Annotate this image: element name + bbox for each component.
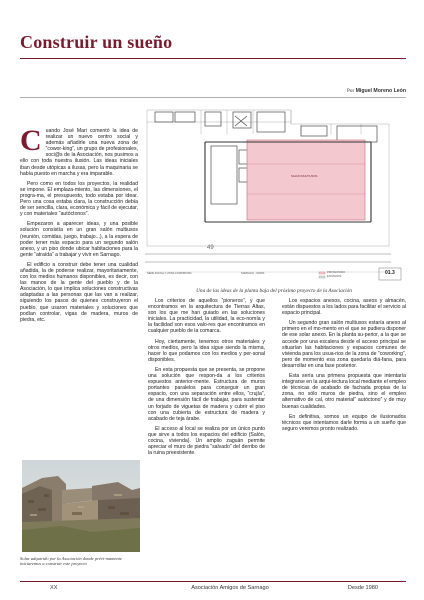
paragraph: El edificio a construir debe tener una cualidad añadida, la de poderse realizar, mayoritariamente, con los medios humanos disponibles, es decir, con las manos de la gente del pueblo y de la Asociación, lo que implica soluciones constructivas adaptadas a las personas que las van a realizar, siguiendo los pasos de quienes construyeron el pueblo, que usaron materiales y soluciones que podían controlar, vigas de madera, muros de piedra, etc. [20, 261, 138, 323]
title-divider [20, 58, 406, 59]
site-photo-caption: Solar adquirido por la Asociación donde prévi-mamente iniciaremos a construir este proyecto [20, 556, 122, 567]
drop-cap: C [20, 124, 42, 157]
site-photo [22, 460, 140, 552]
footer-since: Desde 1980 [347, 585, 378, 591]
plan-legend-existing: EXISTENTE [327, 275, 342, 278]
byline-divider [20, 97, 406, 98]
paragraph: Esta sería una primera propuesta que intentaría integrarse en la arqui-tectura local mediante el empleo de técnicas de acabado de fachada propias de la zona, no sólo muros de piedra, sino el empleo alternativo de cal, otro material” autóctono” y de muy buenas cualidades. [282, 373, 407, 410]
byline [347, 88, 406, 94]
paragraph: Pero como en todos los proyectos, la realidad se impone. El emplaza-miento, las dimensiones, el progra-ma, el presupuesto, todo estaba por idear. Pero una cosa estaba clara, la construcción debía de ser sencilla, clara, económica y fácil de ejecutar, y con materiales “autóctonos”. [20, 180, 138, 218]
site-photo-image [22, 460, 140, 552]
paragraph: Los espacios anexos, cocina, aseos y almacén, están dispuestos a los lados para facilitar el servicio al espacio principal. [282, 298, 406, 317]
plan-place-label: SARNAGO · SORIA [241, 272, 265, 275]
plan-title-label: SEDE SOCIAL Y ZONA COWORKING [147, 272, 192, 275]
page-number: XX [50, 585, 58, 591]
byline-prefix: Por [347, 88, 355, 94]
paragraph: En definitiva, somos un equipo de ilusionados técnicos que intentamos darle forma a un sueño que seguro veremos pronto realizado. [282, 413, 406, 432]
paragraph: El acceso al local se realiza por un único punto que sirve a todos los espacios del edificio (Salón, cocina, vivienda). Un amplio zaguán permite apreciar el muro de piedra “salvado” del derribo de la ruina preexistente. [148, 425, 265, 457]
article-column-2 [148, 298, 265, 456]
article-title: Construir un sueño [20, 32, 173, 52]
paragraph: Hoy, ciertamente, tenemos otros materiales y otros medios, pero la idea sigue siendo la misma, hacer lo que podamos con los medios y per-sonal disponibles. [148, 338, 265, 363]
floor-plan-drawing [141, 104, 407, 284]
paragraph: Empezaron a aparecer ideas, y una posible solución consistía en un gran salón multiusos (reunión, comidas, juego, trabajo...), a la espera de poder tener más espacio para un segundo salón anexo, y un piso donde ubicar habitaciones para la gente “atraída” a trabajar y vivir en Sarnago. [20, 221, 138, 258]
plan-legend-projected: PROYECTADO [327, 271, 345, 274]
floor-plan-figure [141, 104, 407, 284]
article-column-3 [282, 298, 406, 432]
paragraph: En esta propuesta que se presenta, se propone una solución que respon-da a los criterios expuestos anterior-mente. Estructura de muros portantes paralelos para conseguir un gran espacio, con una separación entre ellos, “crujía”, de una dimensión fácil de trabajar, para sustentar un forjado de viguetas de madera y cubrir el piso con una cubierta de estructura de madera y acabado de teja árabe. [148, 366, 265, 422]
footer-divider [20, 581, 406, 582]
article-column-1 [20, 124, 138, 323]
paragraph: Un segundo gran salón multiusos estaría anexo al primero en el mo-mento en el que se pudiera disponer de ese solar anexo. En la planta su-perior, a la que se accede por una escalera desde el acceso principal se situarían las habitaciones y espacios comunes de vivienda para los usua-rios de la zona de “coworking”, pero de momento esa zona quedaría diá-fana, para desarrollar en una fase posterior. [282, 320, 406, 369]
plan-number-label: 49 [207, 245, 214, 251]
author-name: Miguel Moreno León [355, 88, 406, 94]
paragraph: uando José Mari comentó la idea de realizar un nuevo centro social y además añadirle una nueva zona de “cowor-king”, un grupo de profesionales, soci@s de la Asociación, nos pusimos a ello con toda nuestra ilusión. Las ideas iniciales iban desde utópicas a ilusas, pero la maquinaria se había puesto en marcha y era imparable. [20, 128, 138, 177]
plan-sheet-number: 01.3 [385, 270, 395, 276]
paragraph: Los criterios de aquellos “pioneros”, y que encontramos en la arquitectura de Tierras Altas, son los que me han guiado en las soluciones iniciales. La practicidad, la utilidad, la eco-nomía y la facilidad son esos valo-res que encontramos en cualquier pueblo de la comarca. [148, 298, 265, 335]
floor-plan-caption: Una de las ideas de la planta baja del próximo proyecto de la Asociación [196, 288, 352, 294]
footer-association: Asociación Amigos de Sarnago [191, 585, 269, 591]
plan-room-label: SALON MULTIUSOS [291, 174, 318, 178]
